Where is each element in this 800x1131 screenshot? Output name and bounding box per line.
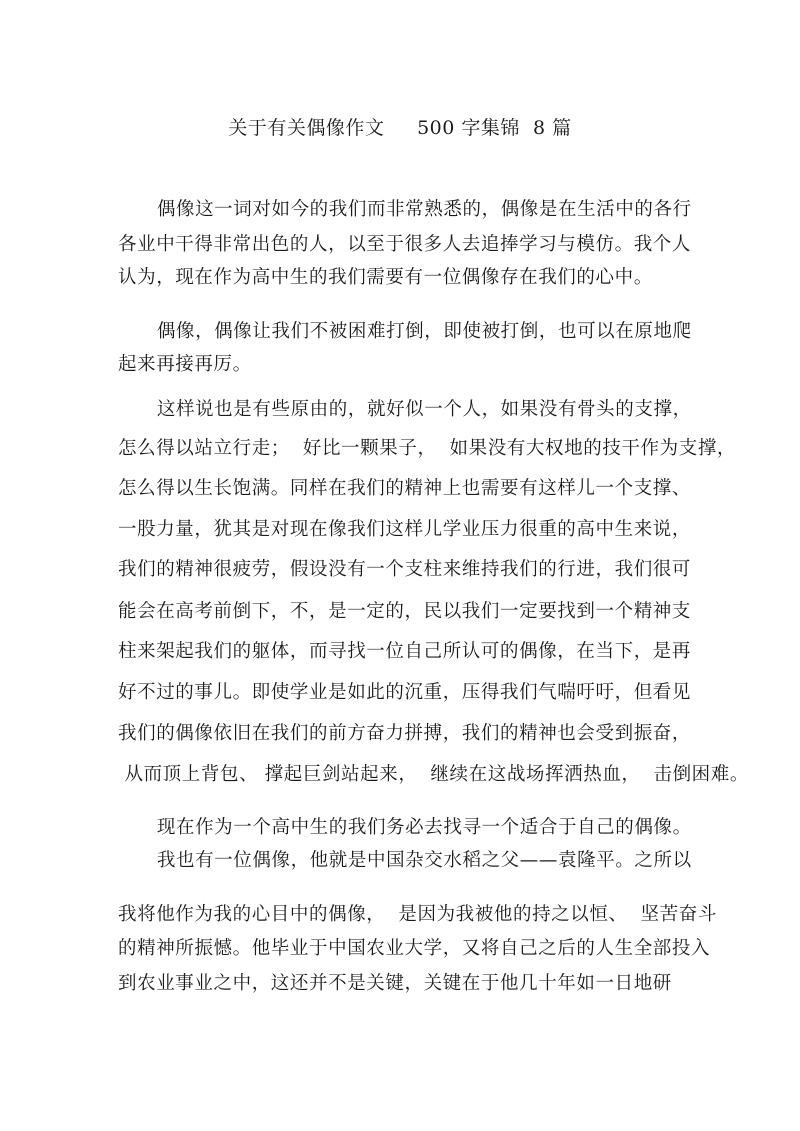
text-line: 一股力量，犹其是对现在像我们这样儿学业压力很重的高中生来说， <box>118 519 692 540</box>
text-line: 各业中干得非常出色的人，以至于很多人去追捧学习与模仿。我个人 <box>118 234 692 255</box>
text-line: 怎么得以站立行走； 好比一颗果子， 如果没有大权地的技干作为支撑， <box>118 438 737 459</box>
document-title: 关于有关偶像作文 500 字集锦 8 篇 <box>228 117 572 139</box>
text-line: 好不过的事儿。即使学业是如此的沉重，压得我们气喘吁吁，但看见 <box>118 682 692 703</box>
text-line: 怎么得以生长饱满。同样在我们的精神上也需要有这样儿一个支撑、 <box>118 478 692 499</box>
text-line: 现在作为一个高中生的我们务必去找寻一个适合于自己的偶像。 <box>118 817 692 838</box>
text-line: 偶像，偶像让我们不被困难打倒，即使被打倒，也可以在原地爬 <box>118 321 692 342</box>
text-line: 认为，现在作为高中生的我们需要有一位偶像存在我们的心中。 <box>118 267 653 288</box>
text-line: 起来再接再厉。 <box>118 354 252 375</box>
text-line: 我将他作为我的心目中的偶像， 是因为我被他的持之以恒、 坚苦奋斗 <box>118 904 717 925</box>
text-line: 偶像这一词对如今的我们而非常熟悉的，偶像是在生活中的各行 <box>118 199 692 220</box>
text-line: 我也有一位偶像，他就是中国杂交水稻之父——袁隆平。之所以 <box>118 850 692 871</box>
text-line: 这样说也是有些原由的，就好似一个人，如果没有骨头的支撑， <box>118 399 692 420</box>
text-line: 我们的精神很疲劳，假设没有一个支柱来维持我们的行进，我们很可 <box>118 559 692 580</box>
text-line: 到农业事业之中，这还并不是关键，关键在于他几十年如一日地研 <box>118 973 672 994</box>
text-line: 我们的偶像依旧在我们的前方奋力拼搏，我们的精神也会受到振奋， <box>118 723 692 744</box>
text-line: 能会在高考前倒下，不，是一定的，民以我们一定要找到一个精神支 <box>118 601 692 622</box>
text-line: 从而顶上背包、 撑起巨剑站起来， 继续在这战场挥洒热血， 击倒困难。 <box>118 764 749 785</box>
text-line: 的精神所振憾。他毕业于中国农业大学，又将自己之后的人生全部投入 <box>118 938 711 959</box>
text-line: 柱来架起我们的躯体，而寻找一位自己所认可的偶像，在当下，是再 <box>118 641 692 662</box>
